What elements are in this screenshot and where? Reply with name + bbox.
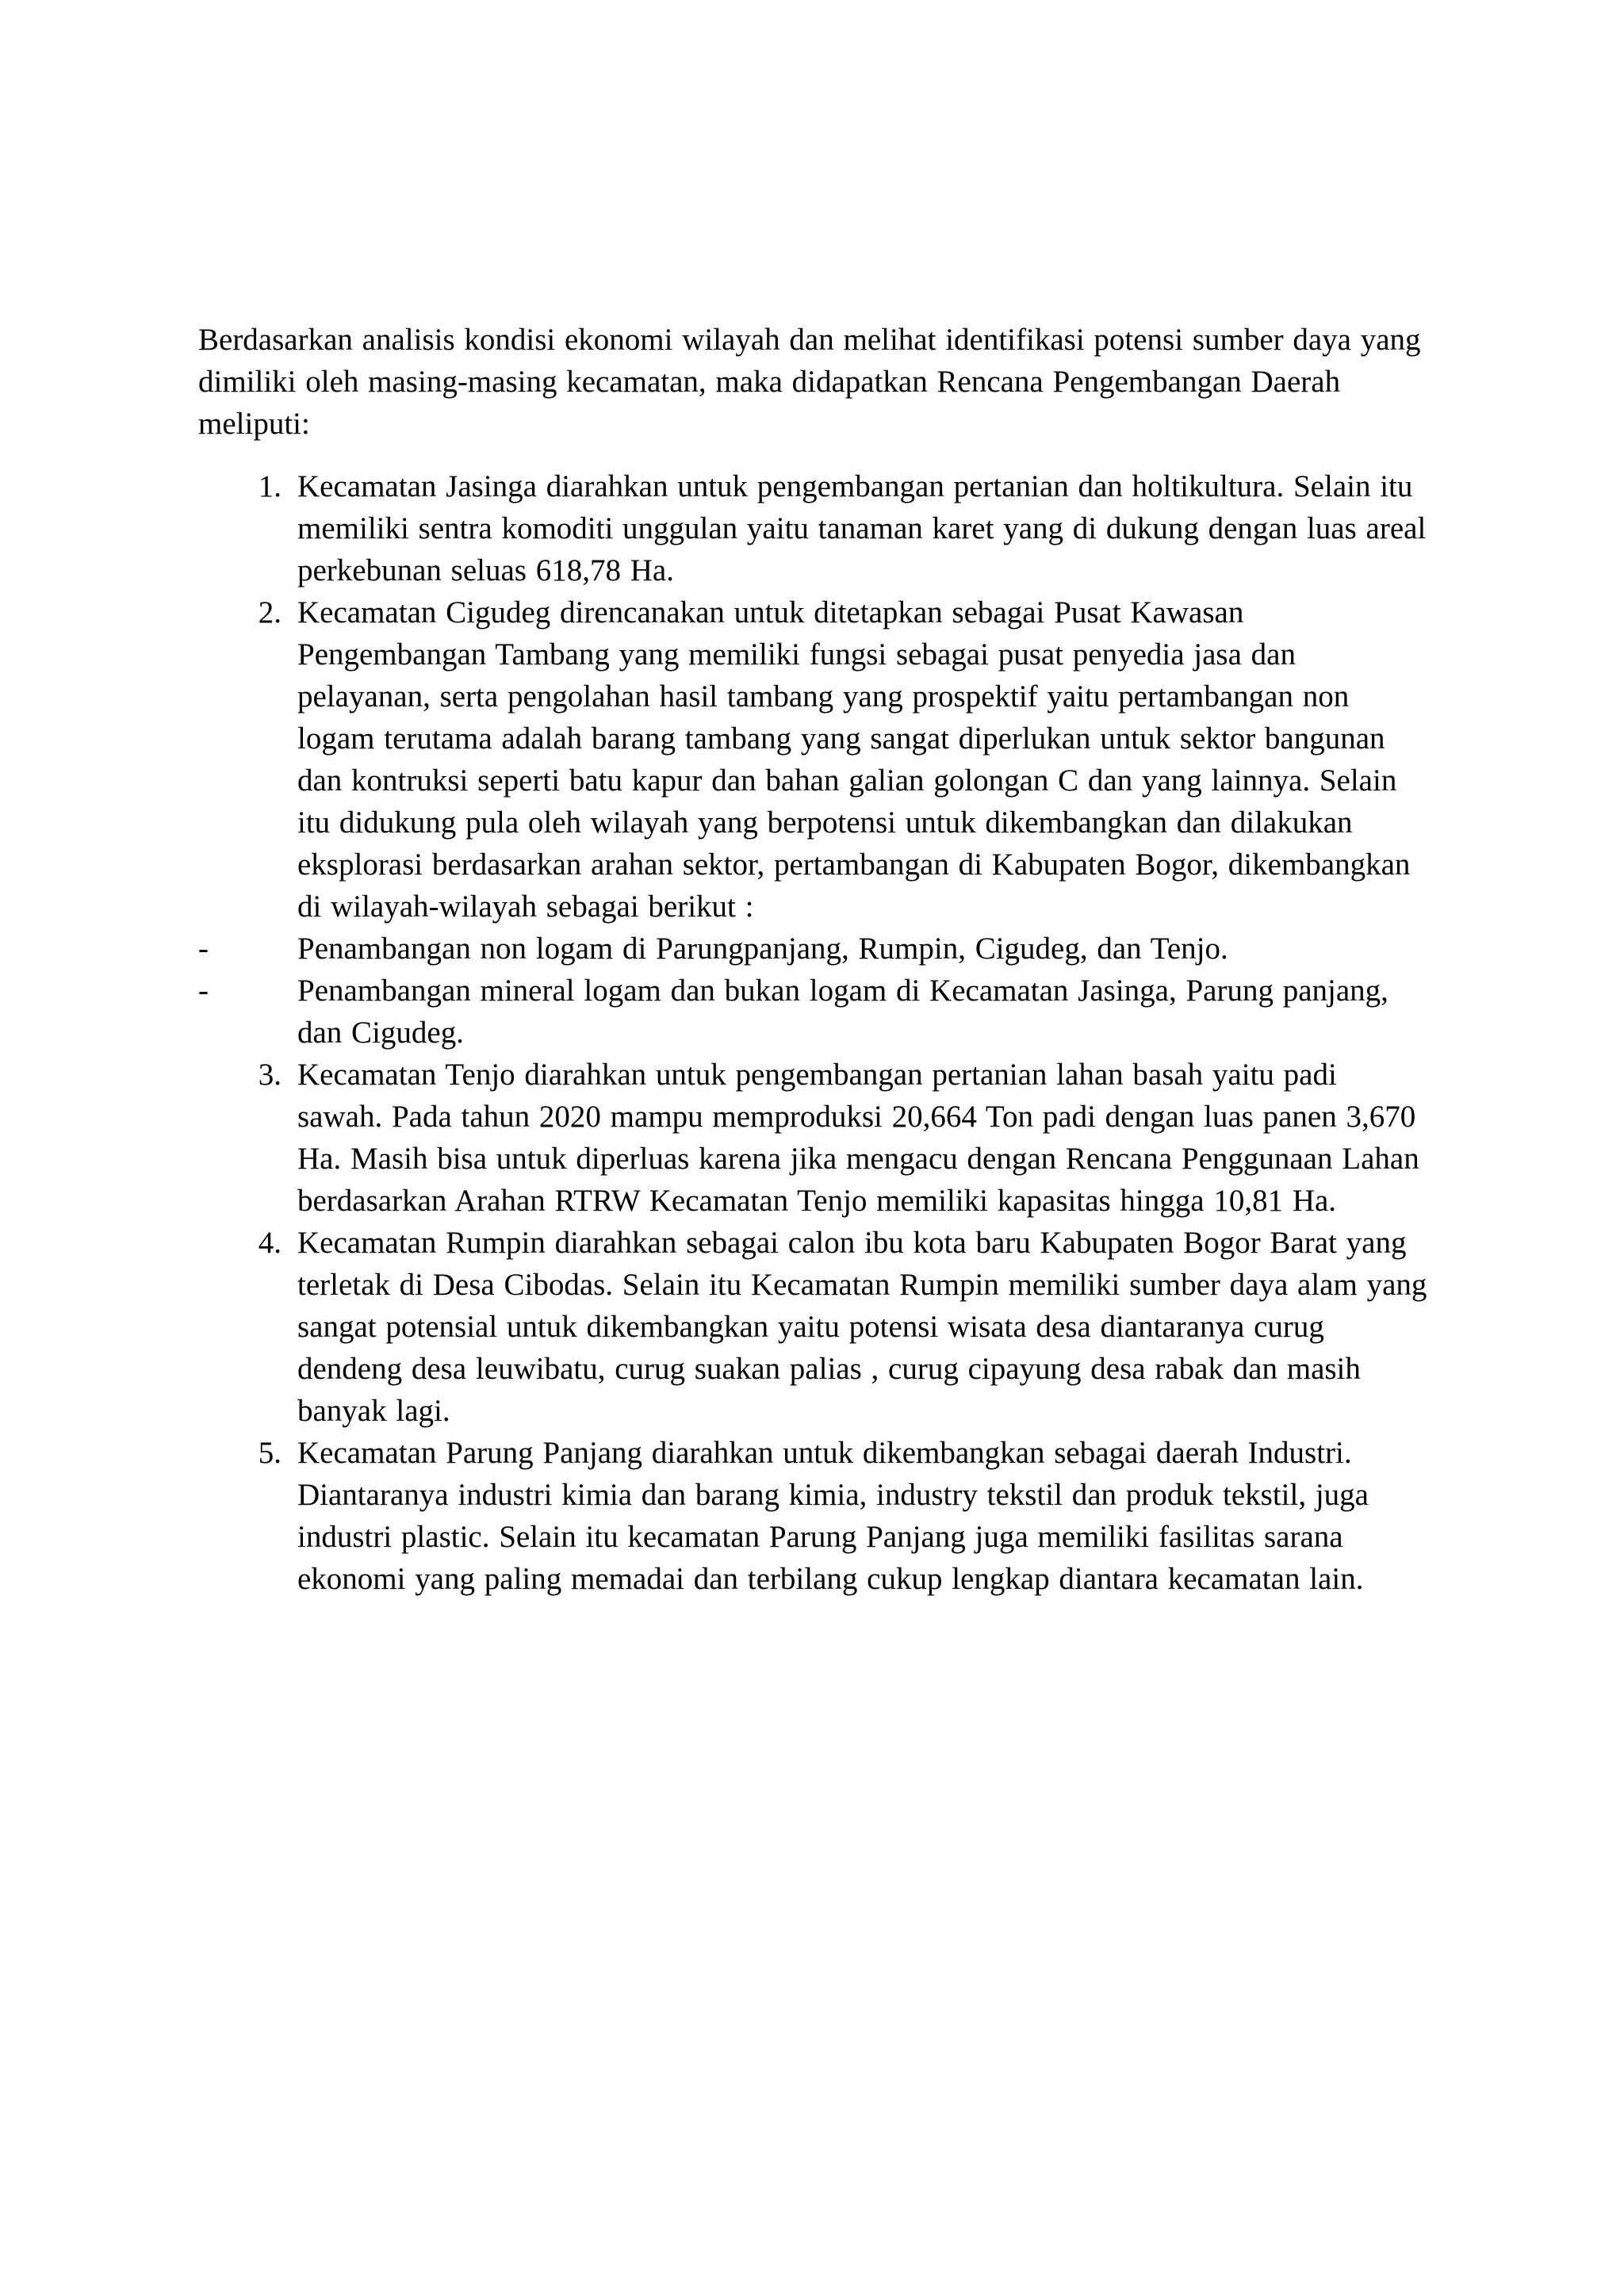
list-marker: - [198,974,209,1008]
development-plan-list [198,465,1429,1600]
list-marker: 5. [258,1436,282,1470]
list-item-text: Kecamatan Tenjo diarahkan untuk pengembangan pertanian lahan basah yaitu padi sawah. Pada tahun 2020 mampu memproduksi 20,664 Ton padi dengan luas panen 3,670 Ha. Masih bisa untuk diperluas karena jika mengacu dengan Rencana Penggunaan Lahan berdasarkan Arahan RTRW Kecamatan Tenjo memiliki kapasitas hingga 10,81 Ha. [297,1058,1419,1218]
list-item [198,591,1429,928]
list-marker: - [198,932,209,966]
list-item [198,970,1429,1054]
list-item-text: Kecamatan Jasinga diarahkan untuk pengembangan pertanian dan holtikultura. Selain itu memiliki sentra komoditi unggulan yaitu tanaman karet yang di dukung dengan luas areal perkebunan seluas 618,78 Ha. [297,469,1427,587]
list-marker: 3. [258,1058,282,1092]
list-marker: 2. [258,595,282,629]
list-item [198,1222,1429,1432]
document-body [198,319,1429,1600]
list-marker: 4. [258,1226,282,1260]
list-item [198,1432,1429,1600]
list-item [198,928,1429,970]
list-marker: 1. [258,469,282,503]
intro-paragraph: Berdasarkan analisis kondisi ekonomi wilayah dan melihat identifikasi potensi sumber daya yang dimiliki oleh masing-masing kecamatan, maka didapatkan Rencana Pengembangan Daerah meliputi: [198,323,1421,441]
list-item-text: Kecamatan Parung Panjang diarahkan untuk dikembangkan sebagai daerah Industri. Diantaranya industri kimia dan barang kimia, industry tekstil dan produk tekstil, juga industri plastic. Selain itu kecamatan Parung Panjang juga memiliki fasilitas sarana ekonomi yang paling memadai dan terbilang cukup lengkap diantara kecamatan lain. [297,1436,1369,1596]
list-item-text: Kecamatan Cigudeg direncanakan untuk ditetapkan sebagai Pusat Kawasan Pengembangan Tambang yang memiliki fungsi sebagai pusat penyedia jasa dan pelayanan, serta pengolahan hasil tambang yang prospektif yaitu pertambangan non logam terutama adalah barang tambang yang sangat diperlukan untuk sektor bangunan dan kontruksi seperti batu kapur dan bahan galian golongan C dan yang lainnya. Selain itu didukung pula oleh wilayah yang berpotensi untuk dikembangkan dan dilakukan eksplorasi berdasarkan arahan sektor, pertambangan di Kabupaten Bogor, dikembangkan di wilayah-wilayah sebagai berikut : [297,595,1411,924]
list-item-text: Penambangan mineral logam dan bukan logam di Kecamatan Jasinga, Parung panjang, dan Cigudeg. [297,974,1388,1050]
list-item-text: Penambangan non logam di Parungpanjang, Rumpin, Cigudeg, dan Tenjo. [297,932,1228,966]
list-item-text: Kecamatan Rumpin diarahkan sebagai calon ibu kota baru Kabupaten Bogor Barat yang terletak di Desa Cibodas. Selain itu Kecamatan Rumpin memiliki sumber daya alam yang sangat potensial untuk dikembangkan yaitu potensi wisata desa diantaranya curug dendeng desa leuwibatu, curug suakan palias , curug cipayung desa rabak dan masih banyak lagi. [297,1226,1427,1428]
list-item [198,1054,1429,1222]
list-item [198,465,1429,591]
